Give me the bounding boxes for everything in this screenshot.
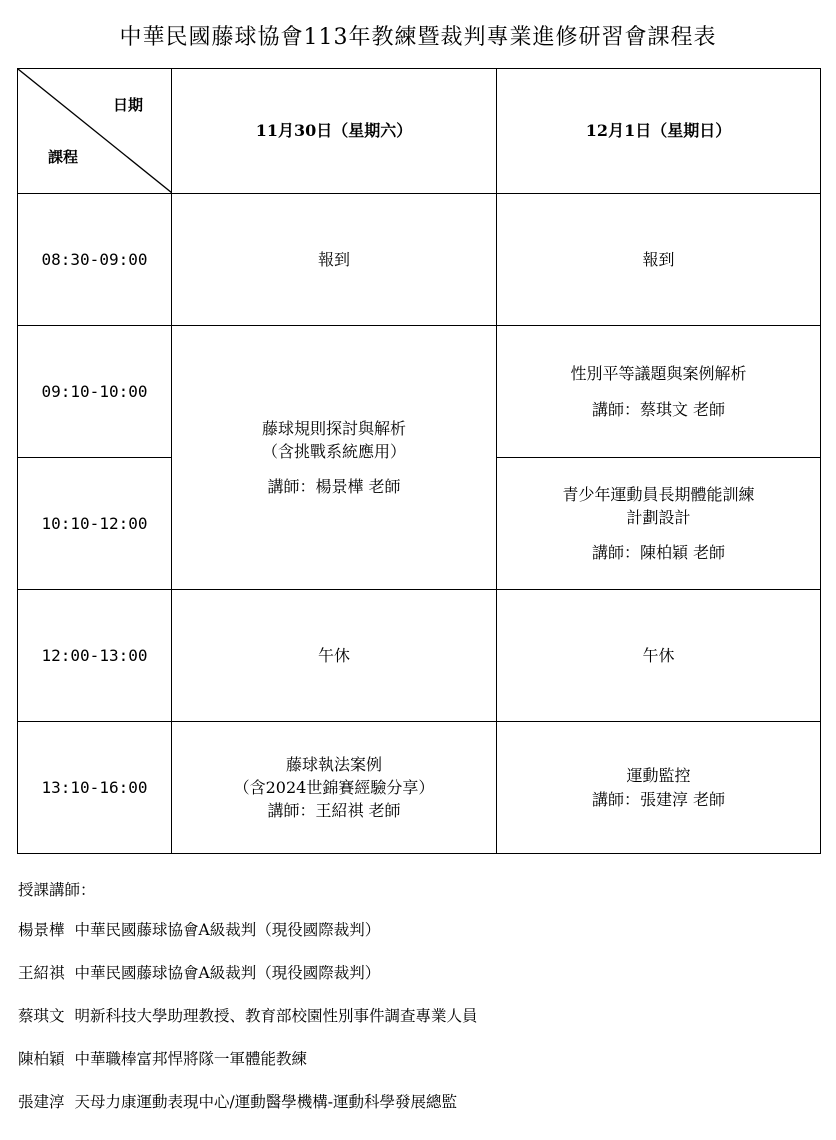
lecturer-entry xyxy=(18,1004,818,1026)
lecturer-description: 天母力康運動表現中心/運動醫學機構-運動科學發展總監 xyxy=(74,1093,457,1111)
session-cell xyxy=(497,326,821,458)
lecturer-description: 明新科技大學助理教授、教育部校園性別事件調查專業人員 xyxy=(74,1007,478,1025)
lecturer-name: 陳柏穎 xyxy=(18,1050,65,1068)
table-header-row xyxy=(18,69,821,194)
session-cell: 午休 xyxy=(172,590,497,722)
session-topic: 藤球執法案例 xyxy=(285,754,382,774)
merged-session-cell xyxy=(172,326,497,590)
session-cell xyxy=(497,458,821,590)
corner-header-cell xyxy=(18,69,172,194)
session-topic: 藤球規則探討與解析 xyxy=(261,418,406,438)
time-cell: 08:30-09:00 xyxy=(18,194,172,326)
lecturer-notes xyxy=(18,878,818,1133)
lecturer-name: 蔡琪文 xyxy=(18,1007,65,1025)
session-topic: 性別平等議題與案例解析 xyxy=(570,364,747,384)
session-lecturer: 講師：蔡琪文 老師 xyxy=(591,399,726,419)
session-lecturer: 講師：楊景樺 老師 xyxy=(267,477,401,497)
table-row xyxy=(18,194,821,326)
day1-header: 11月30日（星期六） xyxy=(172,69,497,194)
session-lecturer: 講師：張建淳 老師 xyxy=(591,789,726,809)
lecturer-description: 中華職棒富邦悍將隊一軍體能教練 xyxy=(74,1050,308,1068)
time-cell: 13:10-16:00 xyxy=(18,722,172,854)
table-row xyxy=(18,590,821,722)
session-topic-continued: 計劃設計 xyxy=(626,507,691,527)
time-cell: 09:10-10:00 xyxy=(18,326,172,458)
session-lecturer: 講師：陳柏穎 老師 xyxy=(591,543,726,563)
session-topic: 運動監控 xyxy=(626,766,691,786)
session-subtopic: （含挑戰系統應用） xyxy=(261,441,406,461)
lecturer-entry xyxy=(18,1047,818,1069)
table-row xyxy=(18,722,821,854)
session-topic: 青少年運動員長期體能訓練 xyxy=(562,484,755,504)
corner-date-label: 日期 xyxy=(112,96,143,114)
notes-heading: 授課講師： xyxy=(18,881,96,899)
schedule-table xyxy=(17,68,821,854)
lecturer-entry xyxy=(18,918,818,940)
session-subtopic: （含2024世錦賽經驗分享） xyxy=(233,777,435,797)
table-row xyxy=(18,326,821,458)
diagonal-divider xyxy=(18,69,172,193)
corner-course-label: 課程 xyxy=(48,148,79,167)
lecturer-name: 張建淳 xyxy=(18,1093,65,1111)
page-title: 中華民國藤球協會113年教練暨裁判專業進修研習會課程表 xyxy=(119,25,717,50)
lecturer-entry xyxy=(18,1090,818,1112)
session-lecturer: 講師：王紹祺 老師 xyxy=(267,801,401,821)
day2-header: 12月1日（星期日） xyxy=(497,69,821,194)
session-cell xyxy=(497,722,821,854)
lecturer-description: 中華民國藤球協會A級裁判（現役國際裁判） xyxy=(74,921,381,939)
session-cell xyxy=(172,722,497,854)
time-cell: 12:00-13:00 xyxy=(18,590,172,722)
session-cell: 午休 xyxy=(497,590,821,722)
lecturer-description: 中華民國藤球協會A級裁判（現役國際裁判） xyxy=(74,964,381,982)
time-cell: 10:10-12:00 xyxy=(18,458,172,590)
session-cell: 報到 xyxy=(172,194,497,326)
lecturer-entry xyxy=(18,961,818,983)
lecturer-name: 楊景樺 xyxy=(18,921,65,939)
lecturer-name: 王紹祺 xyxy=(18,964,65,982)
session-cell: 報到 xyxy=(497,194,821,326)
